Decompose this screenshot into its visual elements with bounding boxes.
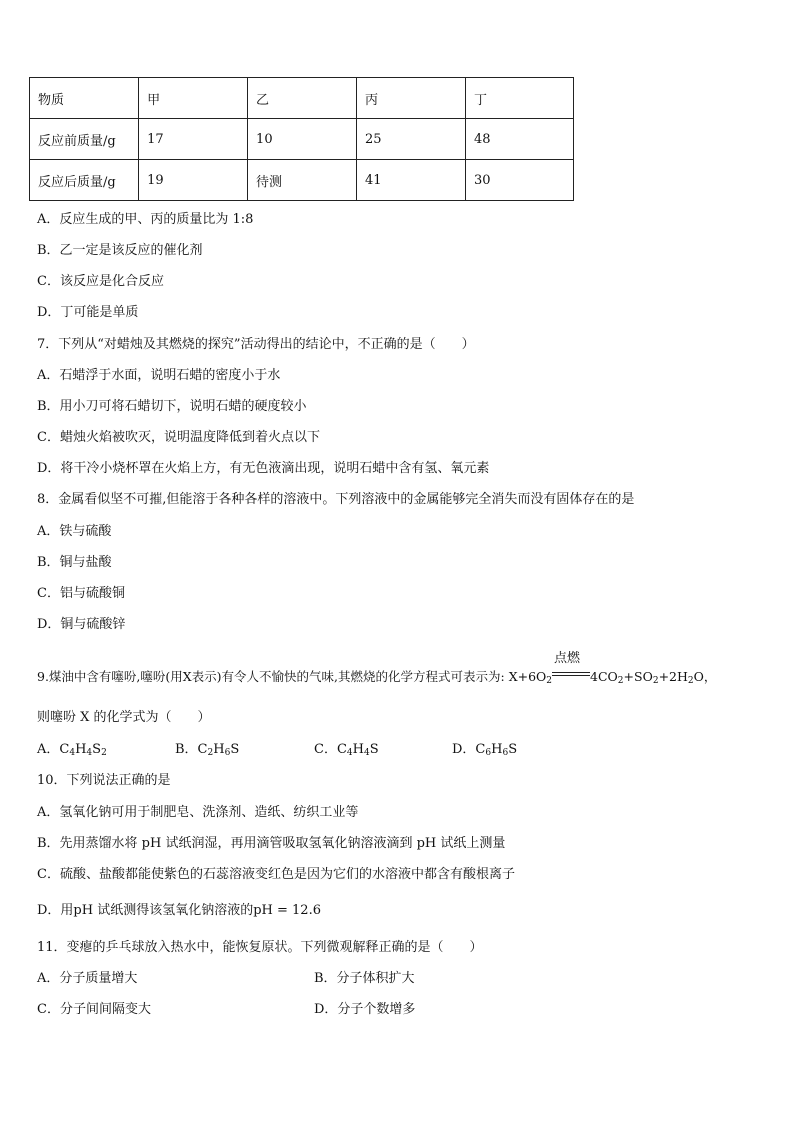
subscript: 4 <box>363 748 370 758</box>
table-header-cell: 丙 <box>357 78 466 119</box>
subscript: 4 <box>346 748 353 758</box>
q7-option-a: A．石蜡浮于水面，说明石蜡的密度小于水 <box>37 368 281 383</box>
table-cell: 41 <box>357 160 466 201</box>
q7-option-b: B．用小刀可将石蜡切下，说明石蜡的硬度较小 <box>37 399 307 414</box>
table-cell: 30 <box>465 160 573 201</box>
q9-stem <box>37 651 717 686</box>
q7-option-d: D．将干冷小烧杯罩在火焰上方，有无色液滴出现，说明石蜡中含有氢、氧元素 <box>37 461 490 476</box>
reaction-arrow <box>552 651 590 681</box>
formula-part: H <box>75 742 87 757</box>
subscript: 2 <box>687 676 694 686</box>
q11-option-c: C．分子间间隔变大 <box>37 1002 151 1017</box>
product-part: O， <box>693 669 717 684</box>
q9-stem-text: 9.煤油中含有噻吩,噻吩(用X表示)有令人不愉快的气味,其燃烧的化学方程式可表示为: X+6O <box>37 669 547 684</box>
q8-option-b: B．铜与盐酸 <box>37 555 112 570</box>
table-row <box>30 119 574 160</box>
formula-part: H <box>352 742 364 757</box>
formula-part: S <box>369 742 379 757</box>
table-header-cell: 乙 <box>248 78 357 119</box>
q8-option-a: A．铁与硫酸 <box>37 524 112 539</box>
q8-option-c: C．铝与硫酸铜 <box>37 586 125 601</box>
table-cell: 48 <box>465 119 573 160</box>
option-label: D．C <box>452 742 486 757</box>
formula-part: H <box>213 742 225 757</box>
q11-option-a: A．分子质量增大 <box>37 971 138 986</box>
table-cell: 10 <box>248 119 357 160</box>
q10-option-c: C．硫酸、盐酸都能使紫色的石蕊溶液变红色是因为它们的水溶液中都含有酸根离子 <box>37 867 515 882</box>
q10-option-d: D．用pH 试纸测得该氢氧化钠溶液的pH = 12.6 <box>37 903 321 918</box>
q9-option-d <box>452 742 517 758</box>
product-part: 4CO <box>590 669 618 684</box>
subscript: 4 <box>69 748 76 758</box>
formula-part: S <box>230 742 240 757</box>
q9-option-b <box>175 742 239 758</box>
table-header-cell: 物质 <box>30 78 139 119</box>
subscript: 2 <box>617 676 624 686</box>
option-label: C．C <box>314 742 347 757</box>
option-label: A．C <box>37 742 70 757</box>
product-part: +SO <box>623 669 653 684</box>
q9-question: 则噻吩 X 的化学式为（ ） <box>37 710 211 725</box>
formula-part: S <box>508 742 518 757</box>
q6-option-b: B．乙一定是该反应的催化剂 <box>37 243 203 258</box>
reaction-condition: 点燃 <box>554 651 581 666</box>
subscript: 6 <box>502 748 509 758</box>
subscript: 2 <box>101 748 107 758</box>
subscript: 6 <box>224 748 231 758</box>
q8-stem: 8．金属看似坚不可摧,但能溶于各种各样的溶液中。下列溶液中的金属能够完全消失而没有固体存在的是 <box>37 492 635 507</box>
table-cell: 25 <box>357 119 466 160</box>
q6-option-c: C．该反应是化合反应 <box>37 274 164 289</box>
q8-option-d: D．铜与硫酸锌 <box>37 617 126 632</box>
formula-part: H <box>491 742 503 757</box>
q10-option-b: B．先用蒸馏水将 pH 试纸润湿，再用滴管吸取氢氧化钠溶液滴到 pH 试纸上测量 <box>37 836 506 851</box>
formula-part: S <box>92 742 102 757</box>
subscript: 2 <box>652 676 659 686</box>
table-cell: 反应后质量/g <box>30 160 139 201</box>
mass-table <box>29 77 574 201</box>
table-cell: 19 <box>139 160 248 201</box>
q11-option-d: D．分子个数增多 <box>314 1002 416 1017</box>
q11-option-b: B．分子体积扩大 <box>314 971 415 986</box>
subscript: 6 <box>485 748 492 758</box>
q6-option-a: A．反应生成的甲、丙的质量比为 1:8 <box>37 212 254 227</box>
q9-option-a <box>37 742 107 758</box>
table-cell: 反应前质量/g <box>30 119 139 160</box>
q10-stem: 10．下列说法正确的是 <box>37 773 171 788</box>
table-header-cell: 丁 <box>465 78 573 119</box>
subscript: 4 <box>86 748 93 758</box>
table-cell: 待测 <box>248 160 357 201</box>
table-header-row <box>30 78 574 119</box>
table-header-cell: 甲 <box>139 78 248 119</box>
q10-option-a: A．氢氧化钠可用于制肥皂、洗涤剂、造纸、纺织工业等 <box>37 805 359 820</box>
q7-stem: 7．下列从“对蜡烛及其燃烧的探究”活动得出的结论中，不正确的是（ ） <box>37 337 475 352</box>
q9-option-c <box>314 742 379 758</box>
option-label: B．C <box>175 742 208 757</box>
q7-option-c: C．蜡烛火焰被吹灭，说明温度降低到着火点以下 <box>37 430 320 445</box>
subscript: 2 <box>546 676 553 686</box>
product-part: +2H <box>658 669 688 684</box>
q11-stem: 11．变瘪的乒乓球放入热水中，能恢复原状。下列微观解释正确的是（ ） <box>37 940 483 955</box>
table-row <box>30 160 574 201</box>
subscript: 2 <box>207 748 214 758</box>
table-cell: 17 <box>139 119 248 160</box>
q6-option-d: D．丁可能是单质 <box>37 305 139 320</box>
